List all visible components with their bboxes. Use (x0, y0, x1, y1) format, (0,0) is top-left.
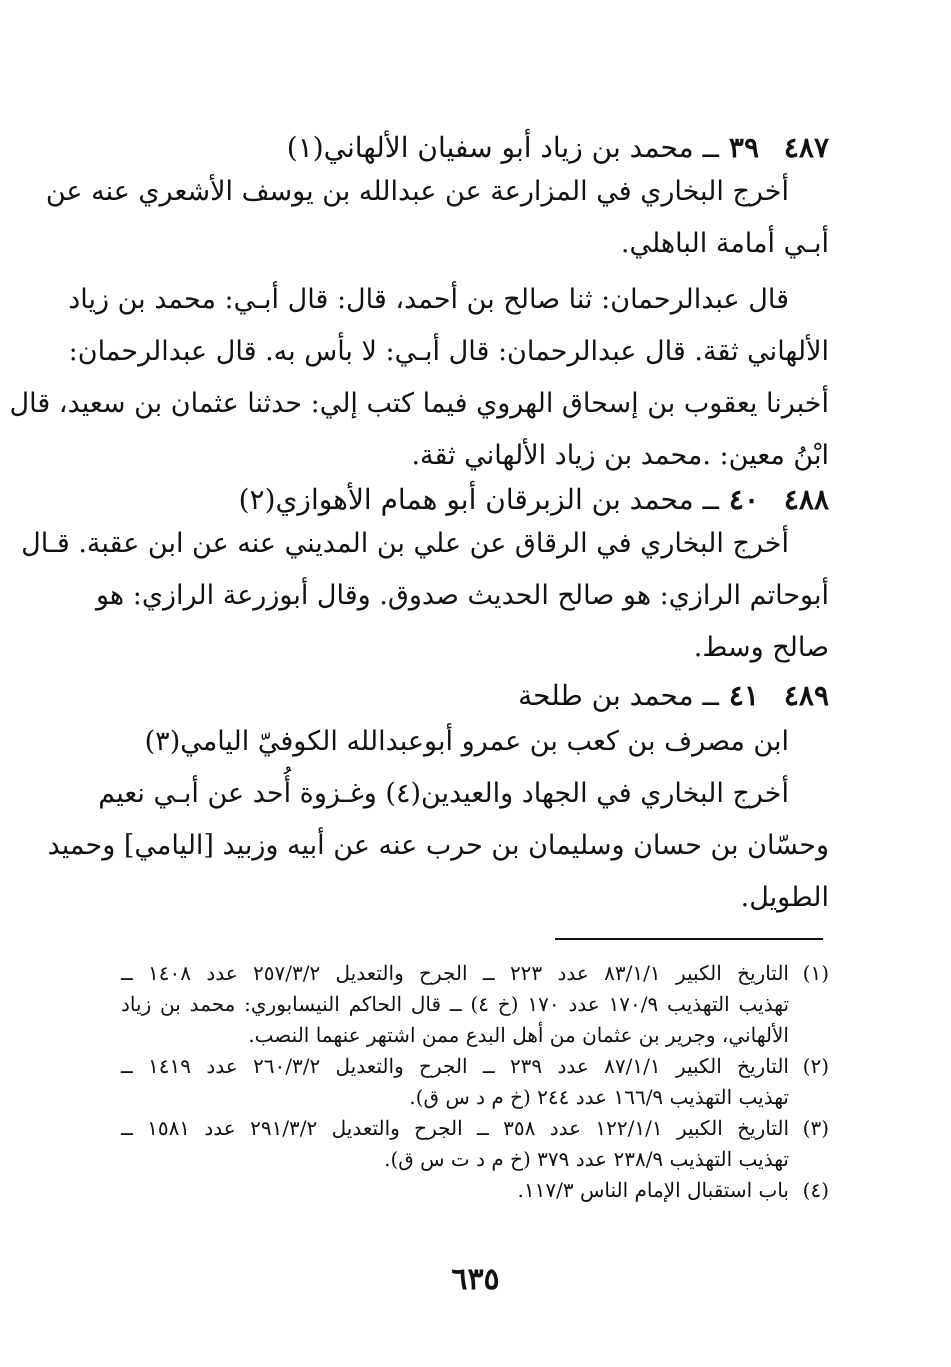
paragraph (9, 274, 829, 482)
footnote (121, 1113, 829, 1175)
footnote-number: (٤) (802, 1178, 829, 1202)
footnote (121, 1175, 829, 1206)
text-line: أبـي أمامة الباهلي. (620, 228, 829, 259)
text-line: ابْنُ معين: .محمد بن زياد الألهاني ثقة. (411, 440, 829, 471)
entry-sub-number: ٤٠ (728, 483, 759, 516)
footnote-line: التاريخ الكبير ١٢٢/١/١ عدد ٣٥٨ ــ الجرح والتعديل ٢٩١/٣/٢ عدد ١٥٨١ ــ (121, 1116, 790, 1140)
text-line: الألهاني ثقة. قال عبدالرحمان: قال أبـي: لا بأس به. قال عبدالرحمان: (68, 336, 829, 367)
paragraph (45, 166, 829, 270)
entry-number: ٤٨٧ (783, 131, 829, 164)
footnote-line: الألهاني، وجرير بن عثمان من أهل البدع ممن اشتهر عنهما النصب. (248, 1023, 789, 1047)
text-line: أخرج البخاري في المزارعة عن عبدالله بن يوسف الأشعري عنه عن (45, 176, 789, 207)
footnote-line: تهذيب التهذيب ١٦٦/٩ عدد ٢٤٤ (خ م د س ق). (409, 1085, 789, 1109)
text-line: أبوحاتم الرازي: هو صالح الحديث صدوق. وقال أبوزرعة الرازي: هو (95, 580, 829, 611)
entry-title: ــ محمد بن الزبرقان أبو همام الأهوازي(٢) (238, 483, 719, 516)
footnote-number: (١) (802, 961, 829, 985)
footnote-line: التاريخ الكبير ٨٣/١/١ عدد ٢٢٣ ــ الجرح والتعديل ٢٥٧/٣/٢ عدد ١٤٠٨ ــ (121, 961, 789, 985)
text-line: وحسّان بن حسان وسليمان بن حرب عنه عن أبيه وزبيد [اليامي] وحميد (47, 830, 829, 861)
footnote-number: (٢) (802, 1054, 829, 1078)
footnote (121, 1051, 829, 1113)
entry-heading (518, 676, 829, 716)
entry-number: ٤٨٨ (783, 483, 829, 516)
footnote (121, 958, 829, 1051)
footnote-line: باب استقبال الإمام الناس ١١٧/٣. (517, 1178, 789, 1202)
entry-heading (239, 480, 829, 520)
footnote-line: التاريخ الكبير ٨٧/١/١ عدد ٢٣٩ ــ الجرح والتعديل ٢٦٠/٣/٢ عدد ١٤١٩ ــ (121, 1054, 789, 1078)
footnote-number: (٣) (802, 1116, 829, 1140)
paragraph (47, 768, 829, 924)
text-line: الطويل. (740, 882, 829, 913)
paragraph (21, 518, 829, 674)
entry-title: ــ محمد بن طلحة (518, 679, 719, 712)
text-line: قال عبدالرحمان: ثنا صالح بن أحمد، قال: قال أبـي: محمد بن زياد (68, 284, 789, 315)
page-number: ٦٣٥ (451, 1262, 500, 1297)
text-line: أخرج البخاري في الجهاد والعيدين(٤) وغـزوة أُحد عن أبـي نعيم (98, 778, 789, 809)
footnote-divider (555, 938, 823, 940)
entry-sub-number: ٤١ (728, 679, 759, 712)
text-line: أخبرنا يعقوب بن إسحاق الهروي فيما كتب إلي: حدثنا عثمان بن سعيد، قال (9, 388, 829, 419)
entry-heading (287, 128, 829, 168)
footnote-line: تهذيب التهذيب ١٧٠/٩ عدد ١٧٠ (خ ٤) ــ قال الحاكم النيسابوري: محمد بن زياد (121, 992, 790, 1016)
entry-title: ــ محمد بن زياد أبو سفيان الألهاني(١) (286, 131, 719, 164)
text-line: أخرج البخاري في الرقاق عن علي بن المديني عنه عن ابن عقبة. قـال (21, 528, 789, 559)
footnote-line: تهذيب التهذيب ٢٣٨/٩ عدد ٣٧٩ (خ م د ت س ق). (384, 1147, 789, 1171)
entry-sub-number: ٣٩ (728, 131, 759, 164)
footnotes (121, 958, 829, 1206)
entry-number: ٤٨٩ (783, 679, 829, 712)
text-line: ابن مصرف بن كعب بن عمرو أبوعبدالله الكوفيّ اليامي(٣) (144, 726, 789, 757)
text-line: صالح وسط. (693, 632, 829, 663)
paragraph (121, 716, 829, 768)
